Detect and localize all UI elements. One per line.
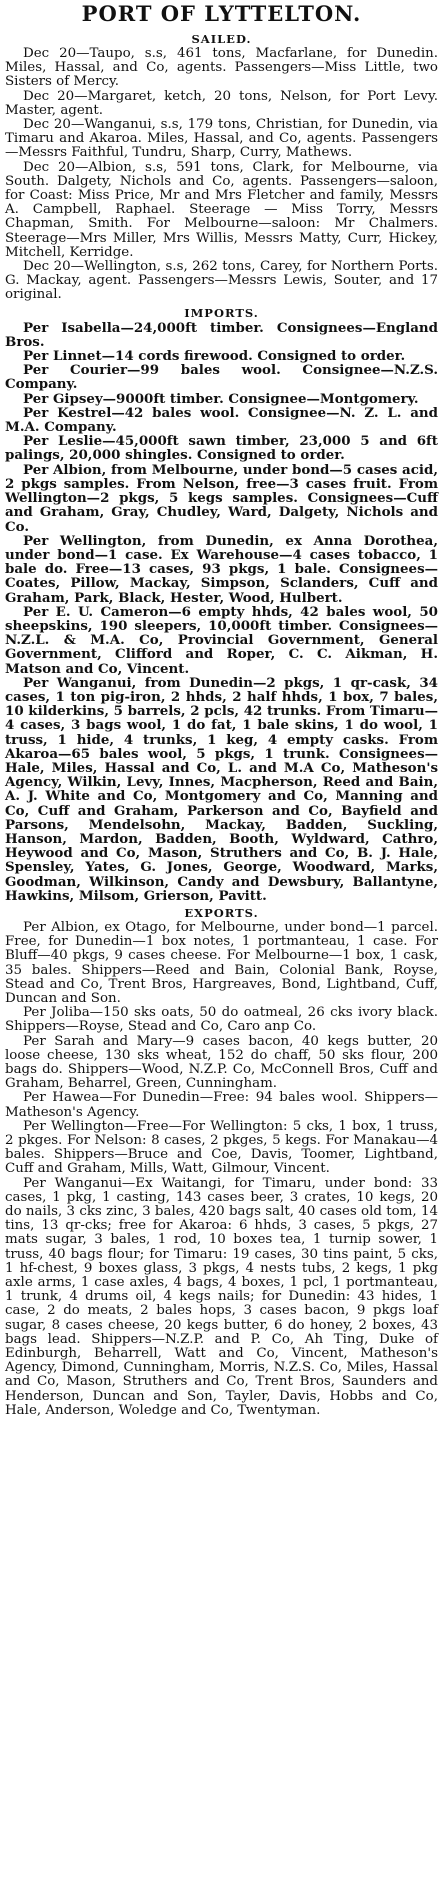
- imports-entry: Per Linnet—14 cords firewood. Consigned to order.: [23, 348, 406, 365]
- imports-heading: IMPORTS.: [184, 305, 259, 320]
- imports-entry: Per Wellington, from Dunedin, ex Anna Dorothea, under bond—1 case. Ex Warehouse—4 cases tobacco, 1 bale do. Free—13 cases, 93 pkgs, 1 bale. Consignees—Coates, Pillow, Mackay, Simpson, Sclanders, Cuff and Graham, Park, Black, Hester, Wood, Hulbert.: [5, 532, 438, 606]
- exports-entry: Per Wanganui—Ex Waitangi, for Timaru, under bond: 33 cases, 1 pkg, 1 casting, 143 cases beer, 3 crates, 10 kegs, 20 do nails, 3 cks zinc, 3 bales, 420 bags salt, 40 cases old tom, 14 tins, 13 qr-cks; free for Akaroa: 6 hhds, 3 cases, 5 pkgs, 27 mats sugar, 3 bales, 1 rod, 10 boxes tea, 1 turnip sower, 1 truss, 40 bags flour; for Timaru: 19 cases, 30 tins paint, 5 cks, 1 hf-chest, 9 boxes glass, 3 pkgs, 4 nests tubs, 2 kegs, 1 pkg axle arms, 1 case axles, 4 bags, 4 boxes, 1 pcl, 1 portmanteau, 1 trunk, 4 drums oil, 4 kegs nails; for Dunedin: 43 hides, 1 case, 2 do meats, 2 bales hops, 3 cases bacon, 9 pkgs loaf sugar, 8 cases cheese, 20 kegs butter, 6 do honey, 2 boxes, 43 bags lead. Shippers—N.Z.P. and P. Co, Ah Ting, Duke of Edinburgh, Beharrell, Watt and Co, Vincent, Matheson's Agency, Dimond, Cunningham, Morris, N.Z.S. Co, Miles, Hassal and Co, Mason, Struthers and Co, Trent Bros, Saunders and Henderson, Duncan and Son, Tayler, Davis, Hobbs and Co, Hale, Anderson, Woledge and Co, Twentyman.: [5, 1175, 438, 1418]
- imports-entry: Per Kestrel—42 bales wool. Consignee—N. Z. L. and M.A. Company.: [5, 404, 438, 436]
- imports-entry: Per Albion, from Melbourne, under bond—5 cases acid, 2 pkgs samples. From Nelson, free—3 cases fruit. From Wellington—2 pkgs, 5 kegs samples. Consignees—Cuff and Graham, Gray, Chudley, Ward, Dalgety, Nichols and Co.: [5, 461, 438, 535]
- exports-entry: Per Joliba—150 sks oats, 50 do oatmeal, 26 cks ivory black. Shippers—Royse, Stead and Co, Caro anp Co.: [5, 1005, 438, 1035]
- imports-entry: Per Courier—99 bales wool. Consignee—N.Z.S. Company.: [5, 362, 438, 393]
- exports-entry: Per Wellington—Free—For Wellington: 5 cks, 1 box, 1 truss, 2 pkges. For Nelson: 8 cases, 2 pkges, 5 kegs. For Manakau—4 bales. Shippers—Bruce and Coe, Davis, Toomer, Lightband, Cuff and Graham, Mills, Watt, Gilmour, Vincent.: [5, 1118, 438, 1177]
- exports-entry: Per Hawea—For Dunedin—Free: 94 bales wool. Shippers—Matheson's Agency.: [5, 1090, 438, 1120]
- imports-entry: Per Wanganui, from Dunedin—2 pkgs, 1 qr-cask, 34 cases, 1 ton pig-iron, 2 hhds, 2 half hhds, 1 box, 7 bales, 10 kilderkins, 5 barrels, 2 pcls, 42 trunks. From Timaru—4 cases, 3 bags wool, 1 do fat, 1 bale skins, 1 do wool, 1 truss, 1 hide, 4 trunks, 1 keg, 4 empty casks. From Akaroa—65 bales wool, 5 pkgs, 1 trunk. Consignees—Hale, Miles, Hassal and Co, L. and M.A Co, Matheson's Agency, Wilkin, Levy, Innes, Macpherson, Reed and Bain, A. J. White and Co, Montgomery and Co, Manning and Co, Cuff and Graham, Parkerson and Co, Bayfield and Parsons, Mendelsohn, Mackay, Badden, Suckling, Hanson, Mardon, Badden, Booth, Wyldward, Cathro, Heywood and Co, Mason, Struthers and Co, B. J. Hale, Spensley, Yates, G. Jones, George, Woodward, Marks, Goodman, Wilkinson, Candy and Dewsbury, Ballantyne, Hawkins, Milsom, Grierson, Pavitt.: [5, 674, 439, 904]
- sailed-heading: SAILED.: [191, 32, 252, 46]
- imports-entry: Per Leslie—45,000ft sawn timber, 23,000 5 and 6ft palings, 20,000 shingles. Consigned to order.: [5, 433, 438, 464]
- sailed-entry: Dec 20—Wanganui, s.s, 179 tons, Christian, for Dunedin, via Timaru and Akaroa. Miles, Hassal, and Co, agents. Passengers—Messrs Faithful, Tundru, Sharp, Curry, Mathews.: [5, 117, 438, 161]
- exports-entry: Per Albion, ex Otago, for Melbourne, under bond—1 parcel. Free, for Dunedin—1 box notes, 1 portmanteau, 1 case. For Bluff—40 pkgs, 9 cases cheese. For Melbourne—1 box, 1 cask, 35 bales. Shippers—Reed and Bain, Colonial Bank, Royse, Stead and Co, Trent Bros, Hargreaves, Bond, Lightband, Cuff, Duncan and Son.: [5, 919, 438, 1006]
- imports-entry: Per Isabella—24,000ft timber. Consignees—England Bros.: [5, 319, 438, 350]
- sailed-entry: Dec 20—Wellington, s.s, 262 tons, Carey, for Northern Ports. G. Mackay, agent. Passengers—Messrs Lewis, Souter, and 17 original.: [5, 259, 438, 303]
- imports-entry: Per Gipsey—9000ft timber. Consignee—Montgomery.: [23, 390, 419, 407]
- imports-entry: Per E. U. Cameron—6 empty hhds, 42 bales wool, 50 sheepskins, 190 sleepers, 10,000ft timber. Consignees—N.Z.L. & M.A. Co, Provincial Government, General Government, Clifford and Roper, C. C. Aikman, H. Matson and Co, Vincent.: [5, 603, 438, 677]
- sailed-entry: Dec 20—Albion, s.s, 591 tons, Clark, for Melbourne, via South. Dalgety, Nichols and Co, agents. Passengers—saloon, for Coast: Miss Price, Mr and Mrs Fletcher and family, Messrs A. Campbell, Raphael. Steerage — Miss Torry, Messrs Chapman, Smith. For Melbourne—saloon: Mr Chalmers. Steerage—Mrs Miller, Mrs Willis, Messrs Matty, Curr, Hickey, Mitchell, Kerridge.: [5, 159, 438, 260]
- exports-heading: EXPORTS.: [184, 905, 259, 920]
- sailed-entry: Dec 20—Margaret, ketch, 20 tons, Nelson, for Port Levy. Master, agent.: [5, 88, 438, 118]
- sailed-entry: Dec 20—Taupo, s.s, 461 tons, Macfarlane, for Dunedin. Miles, Hassal, and Co, agents. Passengers—Miss Little, two Sisters of Mercy.: [5, 46, 438, 90]
- page-title: PORT OF LYTTELTON.: [81, 1, 362, 26]
- exports-entry: Per Sarah and Mary—9 cases bacon, 40 kegs butter, 20 loose cheese, 130 sks wheat, 152 do chaff, 50 sks flour, 200 bags do. Shippers—Wood, N.Z.P. Co, McConnell Bros, Cuff and Graham, Beharrel, Green, Cunningham.: [5, 1033, 438, 1092]
